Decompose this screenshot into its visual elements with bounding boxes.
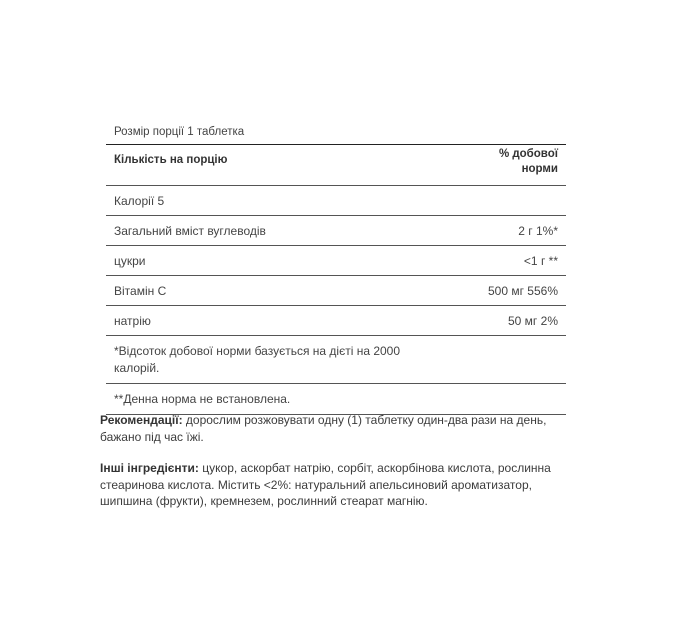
serving-size: Розмір порції 1 таблетка [114,126,245,138]
footnote-not-established: **Денна норма не встановлена. [106,383,566,414]
table-row [106,305,566,335]
table-row [106,215,566,245]
recommendations-label: Рекомендації: [100,413,183,427]
table-row [106,275,566,305]
other-ingredients-paragraph [100,460,570,510]
nutrient-value: 50 мг 2% [508,313,558,328]
footnote-daily-value [106,335,566,383]
nutrient-value: 500 мг 556% [487,283,558,298]
other-ingredients-text: цукор, аскорбат натрію, сорбіт, аскорбінова кислота, рослинна стеаринова кислота. Містить <2%: натуральний апельсиновий ароматизатор, шипшина (фрукти), кремнезем, рослинний стеарат магнію. [100,461,551,508]
supplement-facts-table [106,120,566,415]
other-ingredients-label: Інші інгредієнти: [100,461,199,475]
nutrient-value: 2 г 1%* [518,223,558,238]
nutrient-name: Вітамін С [114,283,167,298]
nutrient-name: натрію [114,313,151,328]
table-row [106,185,566,215]
footnote-daily-value-text: *Відсоток добової норми базується на дієті на 2000 калорій. [114,344,401,375]
table-row [106,245,566,275]
nutrient-name: цукри [114,253,146,268]
daily-value-header-line1: % добової [498,148,558,160]
nutrient-name: Загальний вміст вуглеводів [114,223,266,238]
recommendations-text: дорослим розжовувати одну (1) таблетку один-два рази на день, бажано під час їжі. [100,413,547,444]
recommendations-paragraph [100,412,570,445]
amount-per-serving-label: Кількість на порцію [114,154,228,166]
nutrient-value: <1 г ** [523,253,558,268]
table-header [106,145,566,185]
daily-value-header-line2: норми [521,163,558,175]
nutrient-name: Калорії 5 [114,193,165,208]
daily-value-header [499,147,558,177]
